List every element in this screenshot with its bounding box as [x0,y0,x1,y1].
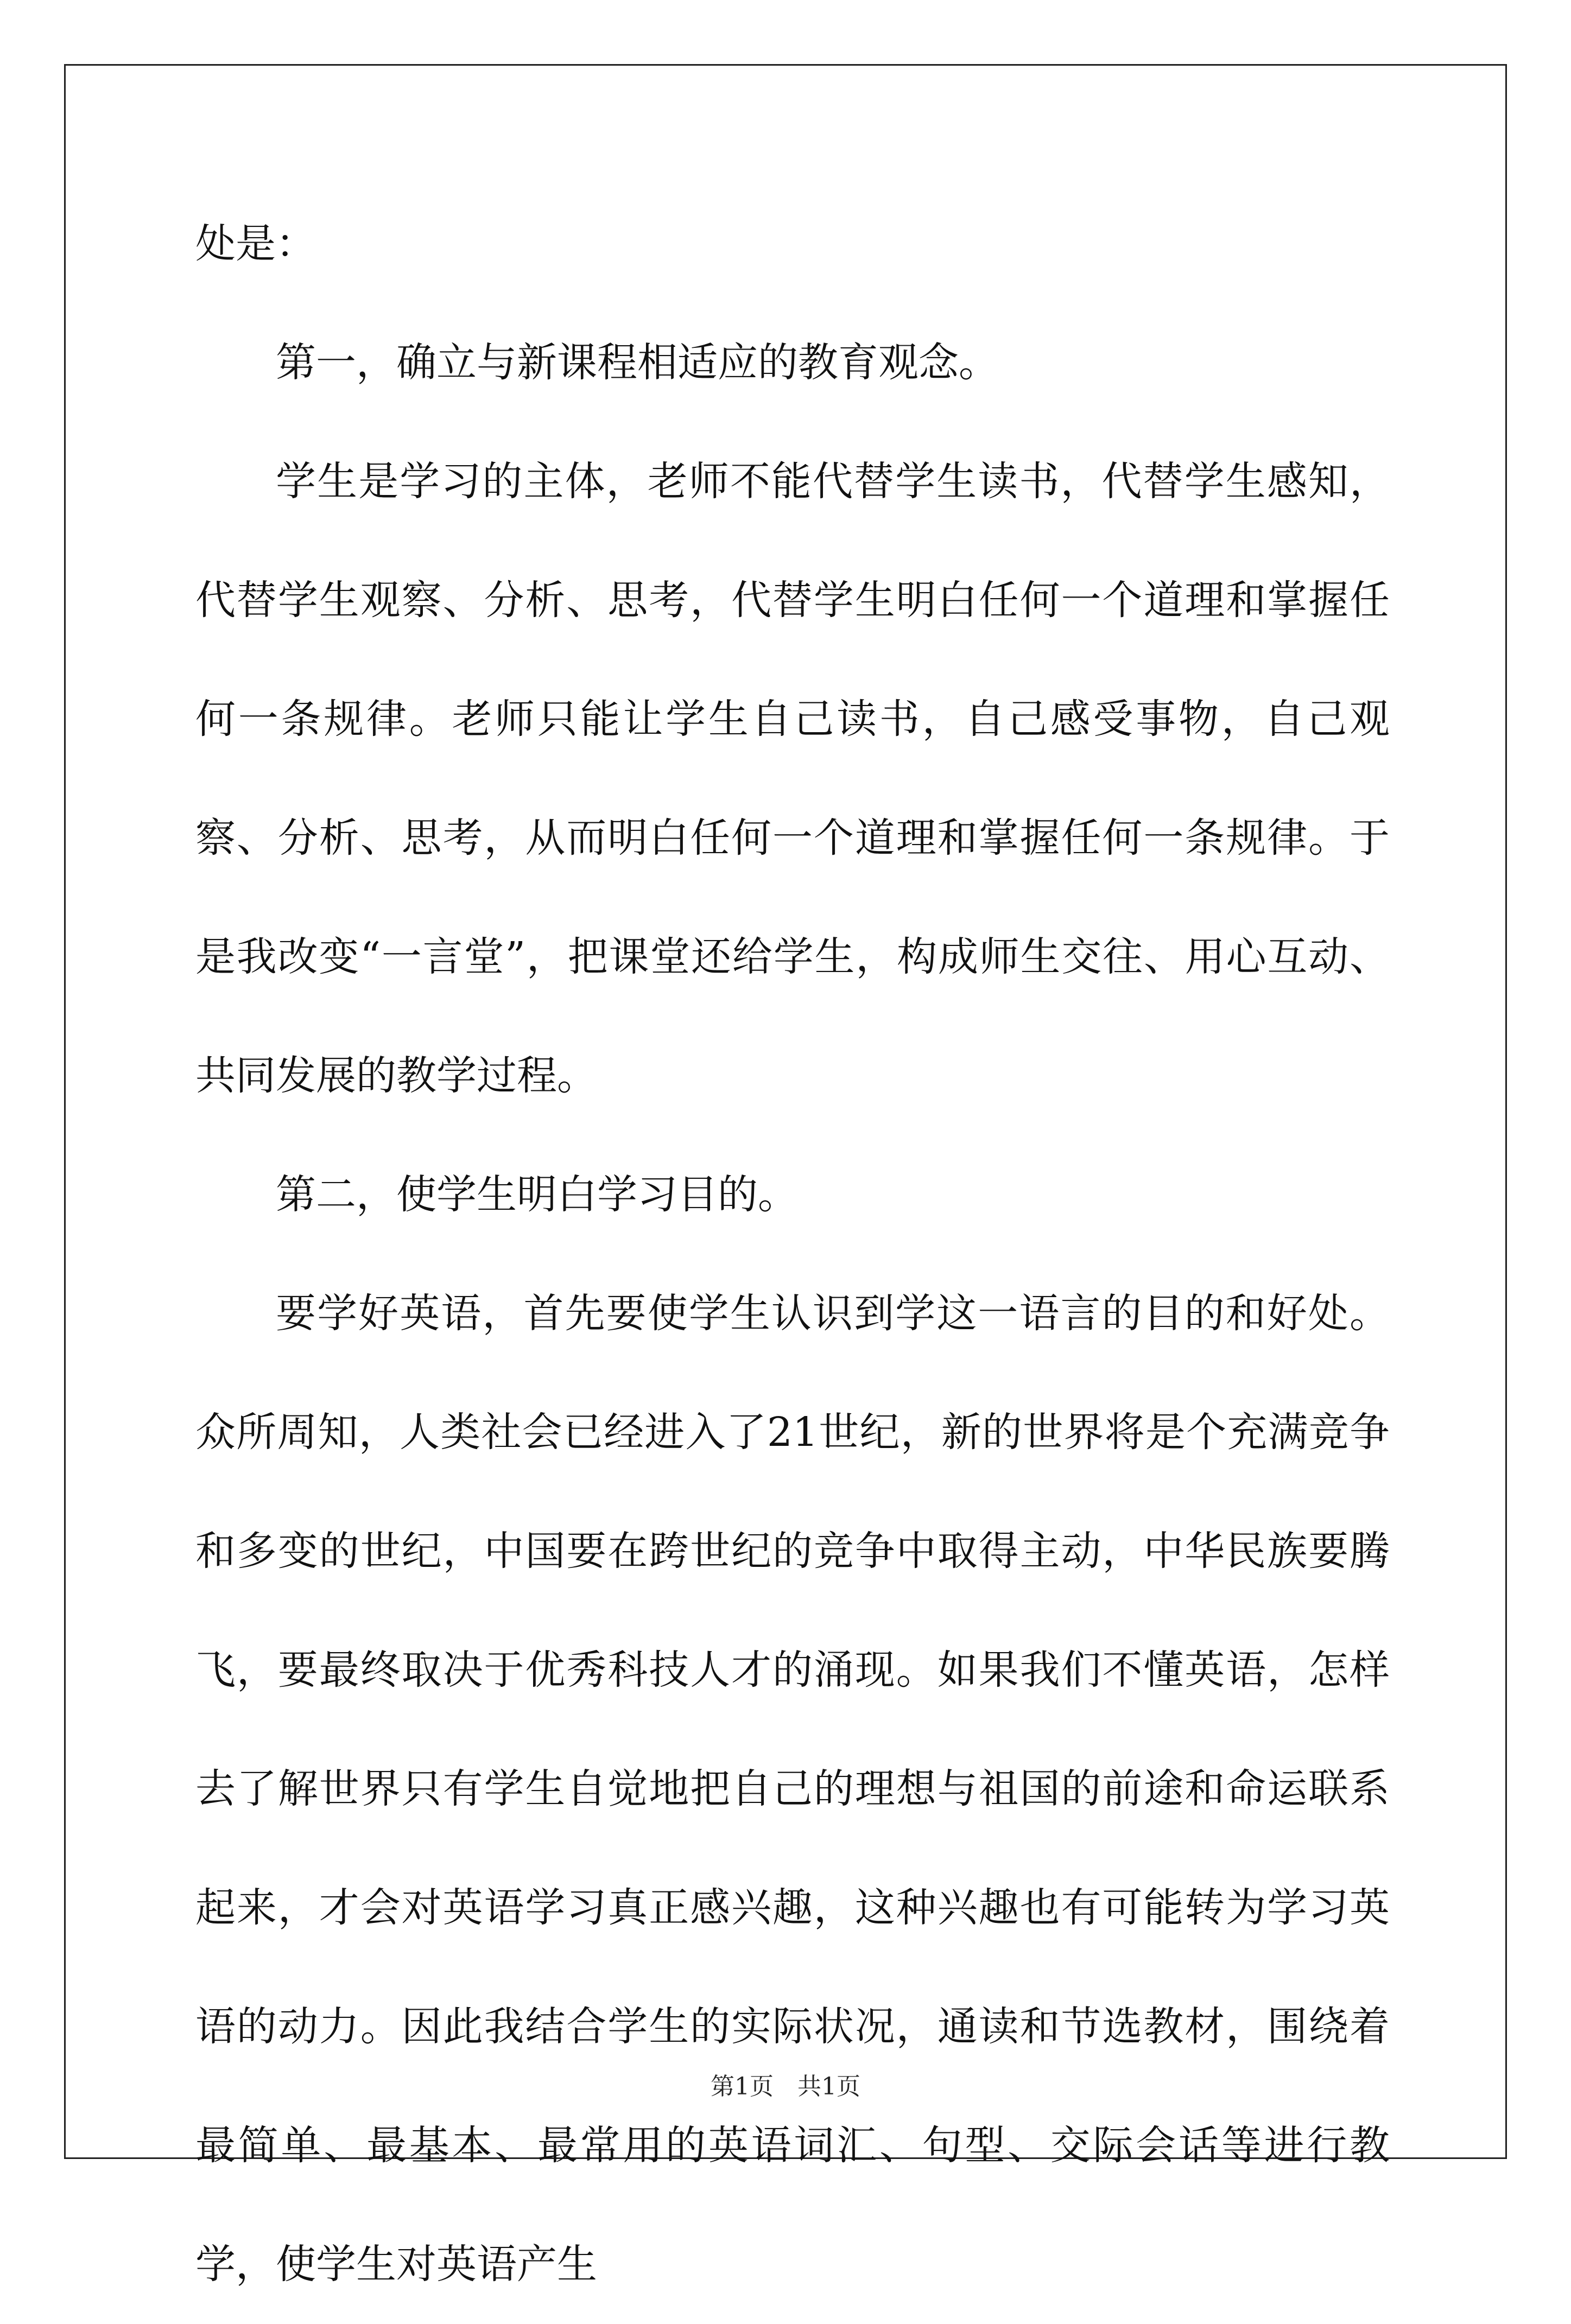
paragraph-learning-purpose: 要学好英语，首先要使学生认识到学这一语言的目的和好处。众所周知，人类社会已经进入了21世纪，新的世界将是个充满竞争和多变的世纪，中国要在跨世纪的竞争中取得主动，中华民族要腾飞，要最终取决于优秀科技人才的涌现。如果我们不懂英语，怎样去了解世界只有学生自觉地把自己的理想与祖国的前途和命运联系起来，才会对英语学习真正感兴趣，这种兴趣也有可能转为学习英语的动力。因此我结合学生的实际状况，通读和节选教材，围绕着最简单、最基本、最常用的英语词汇、句型、交际会话等进行教学，使学生对英语产生 [195,1290,1390,2288]
paragraph-point-two-heading: 第二，使学生明白学习目的。 [276,1171,798,1218]
paragraph-continuation: 处是： [195,220,316,267]
page-number-footer: 第1页 共1页 [711,2073,860,2100]
document-body [195,185,1390,2324]
paragraph-point-one-heading: 第一，确立与新课程相适应的教育观念。 [276,339,999,386]
paragraph-student-centered: 学生是学习的主体，老师不能代替学生读书，代替学生感知，代替学生观察、分析、思考，代替学生明白任何一个道理和掌握任何一条规律。老师只能让学生自己读书，自己感受事物，自己观察、分析、思考，从而明白任何一个道理和掌握任何一条规律。于是我改变“一言堂”，把课堂还给学生，构成师生交往、用心互动、共同发展的教学过程。 [195,458,1390,1099]
